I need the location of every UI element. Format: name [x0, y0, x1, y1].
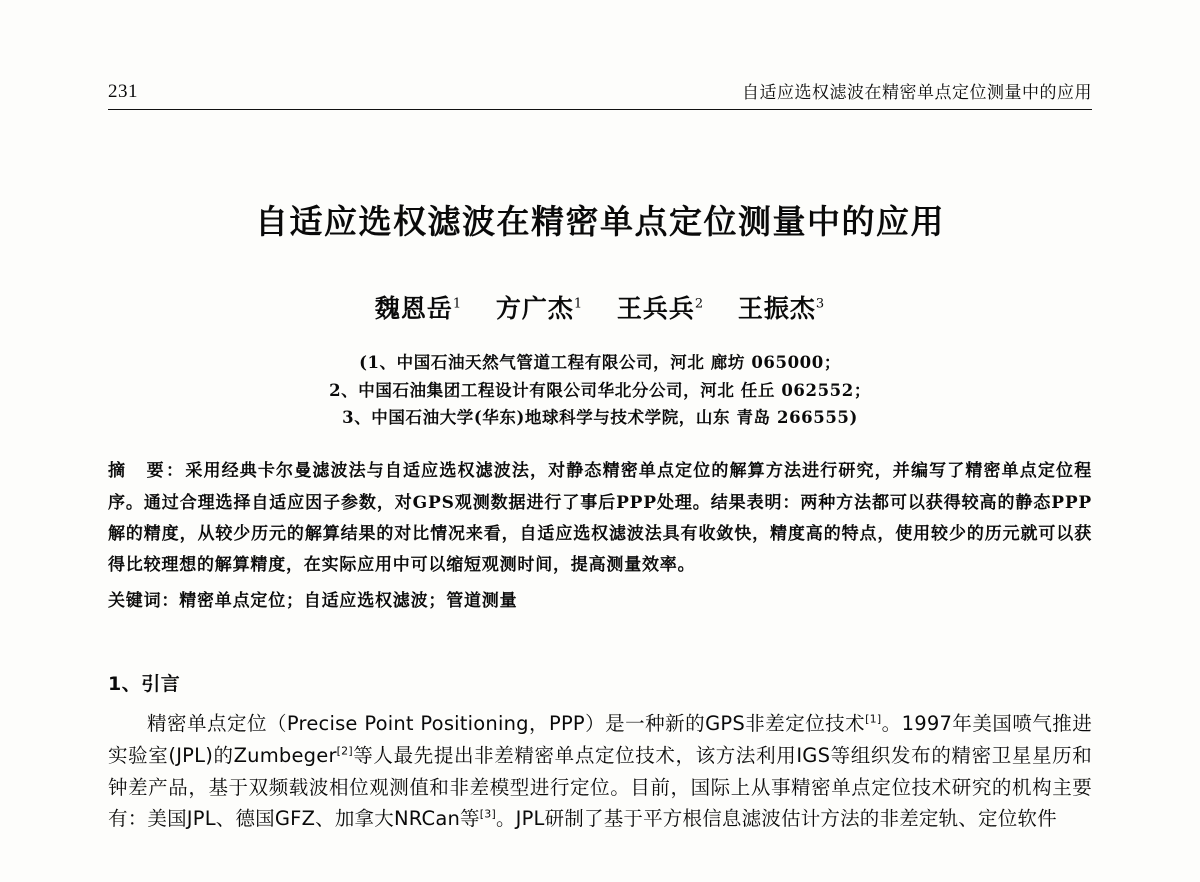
author — [617, 294, 704, 323]
author-name: 魏恩岳 — [374, 294, 453, 323]
page-number: 231 — [108, 81, 138, 102]
keywords — [108, 586, 1092, 617]
author — [738, 294, 825, 323]
author-affil-marker: 2 — [694, 296, 705, 312]
citation-marker: [2] — [336, 744, 353, 758]
author-list — [108, 289, 1092, 325]
abstract — [108, 456, 1092, 582]
author-affil-marker: 1 — [573, 296, 584, 312]
para-segment: 等人最先提出非差精密单点定位技术，该方法利用IGS等组织发布的精密卫星星历和钟差产品，基于双频载波相位观测值和非差模型进行定位。目前，国际上从事精密单点定位技术研究的机构主要有：美国JPL、德国GFZ、加拿大NRCan等 — [108, 743, 1092, 831]
author-affil-marker: 1 — [452, 296, 463, 312]
keywords-text: 精密单点定位；自适应选权滤波；管道测量 — [179, 590, 518, 611]
citation-marker: [1] — [865, 712, 882, 726]
author — [496, 294, 583, 323]
affiliation-line: 3、中国石油大学(华东)地球科学与技术学院，山东 青岛 266555) — [342, 408, 858, 428]
affiliation-line: (1、中国石油天然气管道工程有限公司，河北 廊坊 065000； — [359, 353, 841, 372]
section-heading-introduction: 1、引言 — [108, 673, 181, 696]
running-header — [108, 78, 1092, 109]
citation-marker: [3] — [479, 807, 496, 821]
header-rule — [108, 109, 1092, 110]
para-segment: 。JPL研制了基于平方根信息滤波估计方法的非差定轨、定位软件 — [495, 807, 1057, 831]
abstract-text: 采用经典卡尔曼滤波法与自适应选权滤波法，对静态精密单点定位的解算方法进行研究，并编写了精密单点定位程序。通过合理选择自适应因子参数，对GPS观测数据进行了事后PPP处理。结果表明：两种方法都可以获得较高的静态PPP解的精度，从较少历元的解算结果的对比情况来看，自适应选权滤波法具有收敛快，精度高的特点，使用较少的历元就可以获得比较理想的解算精度，在实际应用中可以缩短观测时间，提高测量效率。 — [108, 461, 1092, 576]
keywords-label: 关键词： — [108, 590, 180, 611]
abstract-label: 摘 要： — [108, 461, 186, 482]
author-affil-marker: 3 — [815, 296, 826, 312]
author — [375, 294, 462, 323]
introduction-paragraph — [108, 708, 1092, 834]
para-segment: 。1997年美国喷气推进实验室(JPL)的Zumbeger — [108, 712, 1092, 767]
para-segment: 精密单点定位（Precise Point Positioning，PPP）是一种新的GPS非差定位技术 — [147, 712, 866, 736]
author-name: 王兵兵 — [616, 294, 695, 323]
affiliation-line: 2、中国石油集团工程设计有限公司华北分公司，河北 任丘 062552； — [329, 380, 871, 400]
page-content — [108, 78, 1092, 854]
running-title: 自适应选权滤波在精密单点定位测量中的应用 — [742, 83, 1092, 103]
author-name: 方广杰 — [495, 294, 574, 323]
page-title: 自适应选权滤波在精密单点定位测量中的应用 — [255, 202, 945, 241]
author-name: 王振杰 — [737, 294, 816, 323]
affiliation-block — [108, 349, 1092, 432]
